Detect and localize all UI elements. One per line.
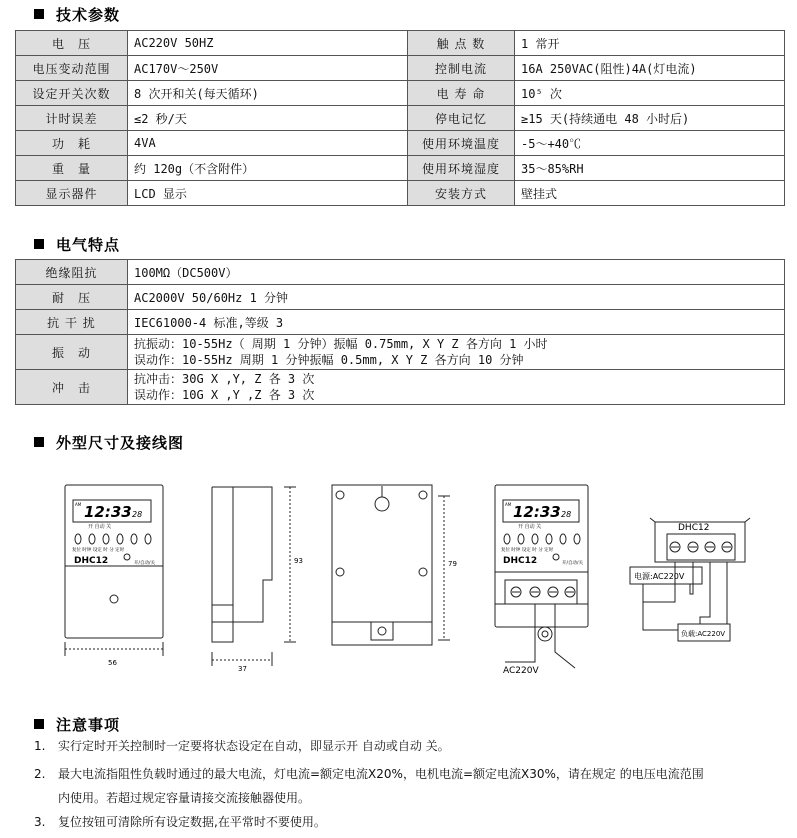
param-label: 设定开关次数 <box>16 81 128 106</box>
depth-dimension-text: 37 <box>238 665 247 673</box>
param-value: 4VA <box>128 131 408 156</box>
electrical-value <box>128 335 785 370</box>
param-value: -5～+40℃ <box>515 131 785 156</box>
lcd-time-2-text: 12:33 <box>513 503 561 521</box>
height-dimension-text: 93 <box>294 557 303 565</box>
electrical-value-line: 100MΩ（DC500V） <box>134 265 238 280</box>
electrical-value-line: 抗冲击：30G X ,Y, Z 各 3 次 <box>134 372 315 386</box>
electrical-label: 振 动 <box>16 335 128 370</box>
wiring-model-text: DHC12 <box>678 523 710 533</box>
param-label: 功 耗 <box>16 131 128 156</box>
note-item: 2. 最大电流指阻性负载时通过的最大电流，灯电流=额定电流X20%，电机电流=额定电流X30%，请在规定 的电压电流范围 <box>34 767 704 781</box>
param-label: 使用环境湿度 <box>408 156 515 181</box>
tech-row <box>16 131 785 156</box>
notes-list <box>34 734 784 834</box>
ac-input-text: AC220V <box>503 666 539 676</box>
param-value: 1 常开 <box>515 31 785 56</box>
tech-row <box>16 81 785 106</box>
status-labels-2-text: 开 自动 关 <box>518 524 542 530</box>
status-labels-text: 开 自动 关 <box>88 524 112 530</box>
lcd-small-text: AM <box>75 502 82 507</box>
electrical-row <box>16 310 785 335</box>
note-item: 1. 实行定时开关控制时一定要将状态设定在自动，即显示开 自动或自动 关。 <box>34 739 450 753</box>
electrical-label: 绝缘阻抗 <box>16 260 128 285</box>
electrical-label: 耐 压 <box>16 285 128 310</box>
electrical-value-line: IEC61000-4 标准,等级 3 <box>134 315 284 330</box>
square-bullet-icon <box>34 719 44 729</box>
model-label-2-text: DHC12 <box>503 556 538 566</box>
param-label: 控制电流 <box>408 56 515 81</box>
electrical-value <box>128 260 785 285</box>
button-labels-text: 复位 时钟 设定 时 分 定时 <box>72 548 125 553</box>
switch-label-2-text: 开/自动/关 <box>562 561 584 566</box>
tech-row <box>16 56 785 81</box>
height2-dimension-text: 79 <box>448 560 457 568</box>
square-bullet-icon <box>34 9 44 19</box>
tech-row <box>16 181 785 206</box>
side-view-diagram <box>212 487 296 666</box>
front-view-terminals-diagram <box>495 485 588 668</box>
param-value: LCD 显示 <box>128 181 408 206</box>
dimensions-title: 外型尺寸及接线图 <box>34 432 184 453</box>
param-value: ≥15 天(持续通电 48 小时后) <box>515 106 785 131</box>
electrical-label: 冲 击 <box>16 370 128 405</box>
square-bullet-icon <box>34 239 44 249</box>
param-value: AC170V～250V <box>128 56 408 81</box>
param-label: 计时误差 <box>16 106 128 131</box>
note-item: 内使用。若超过规定容量请接交流接触器使用。 <box>58 791 311 805</box>
power-box-text: 电源:AC220V <box>634 572 685 581</box>
electrical-row <box>16 335 785 370</box>
param-value: 16A 250VAC(阻性)4A(灯电流) <box>515 56 785 81</box>
electrical-title: 电气特点 <box>34 234 120 255</box>
electrical-row <box>16 370 785 405</box>
note-item: 3. 复位按钮可清除所有设定数据,在平常时不要使用。 <box>34 815 326 829</box>
tech-row <box>16 31 785 56</box>
param-value: ≤2 秒/天 <box>128 106 408 131</box>
electrical-value <box>128 310 785 335</box>
width-dimension-text: 56 <box>108 659 117 667</box>
switch-label-text: 开/自动/关 <box>134 561 156 566</box>
electrical-value-line: 误动作：10-55Hz 周期 1 分钟振幅 0.5mm, X Y Z 各方向 10 分钟 <box>134 353 524 367</box>
param-value: AC220V 50HZ <box>128 31 408 56</box>
electrical-value-line: 抗振动：10-55Hz（ 周期 1 分钟）振幅 0.75mm, X Y Z 各方向 1 小时 <box>134 337 548 351</box>
electrical-value-line: 误动作：10G X ,Y ,Z 各 3 次 <box>134 388 315 402</box>
param-label: 电压变动范围 <box>16 56 128 81</box>
notes-title: 注意事项 <box>34 714 120 735</box>
tech-row <box>16 156 785 181</box>
param-value: 10⁵ 次 <box>515 81 785 106</box>
lcd-suffix-2-text: 28 <box>561 510 572 519</box>
param-label: 停电记忆 <box>408 106 515 131</box>
tech-row <box>16 106 785 131</box>
electrical-value-line: AC2000V 50/60Hz 1 分钟 <box>134 290 289 305</box>
param-value: 35～85%RH <box>515 156 785 181</box>
param-label: 使用环境温度 <box>408 131 515 156</box>
tech-params-table <box>15 30 785 206</box>
param-label: 重 量 <box>16 156 128 181</box>
electrical-row <box>16 285 785 310</box>
load-box-text: 负载:AC220V <box>681 630 726 638</box>
dimension-diagrams <box>0 462 797 677</box>
lcd-suffix-text: 28 <box>132 510 143 519</box>
electrical-value <box>128 370 785 405</box>
param-value: 8 次开和关(每天循环) <box>128 81 408 106</box>
button-labels-2-text: 复位 时钟 设定 时 分 定时 <box>501 548 554 553</box>
tech-params-title: 技术参数 <box>34 4 120 25</box>
model-label-text: DHC12 <box>74 556 109 566</box>
param-label: 触 点 数 <box>408 31 515 56</box>
electrical-table <box>15 259 785 405</box>
electrical-label: 抗 干 扰 <box>16 310 128 335</box>
param-label: 电 寿 命 <box>408 81 515 106</box>
param-value: 壁挂式 <box>515 181 785 206</box>
front-view-diagram <box>65 485 163 656</box>
param-value: 约 120g（不含附件） <box>128 156 408 181</box>
param-label: 显示器件 <box>16 181 128 206</box>
electrical-row <box>16 260 785 285</box>
electrical-value <box>128 285 785 310</box>
param-label: 电 压 <box>16 31 128 56</box>
back-view-diagram <box>332 485 450 645</box>
square-bullet-icon <box>34 437 44 447</box>
lcd-small-2-text: AM <box>505 502 512 507</box>
param-label: 安装方式 <box>408 181 515 206</box>
lcd-time-text: 12:33 <box>84 503 132 521</box>
